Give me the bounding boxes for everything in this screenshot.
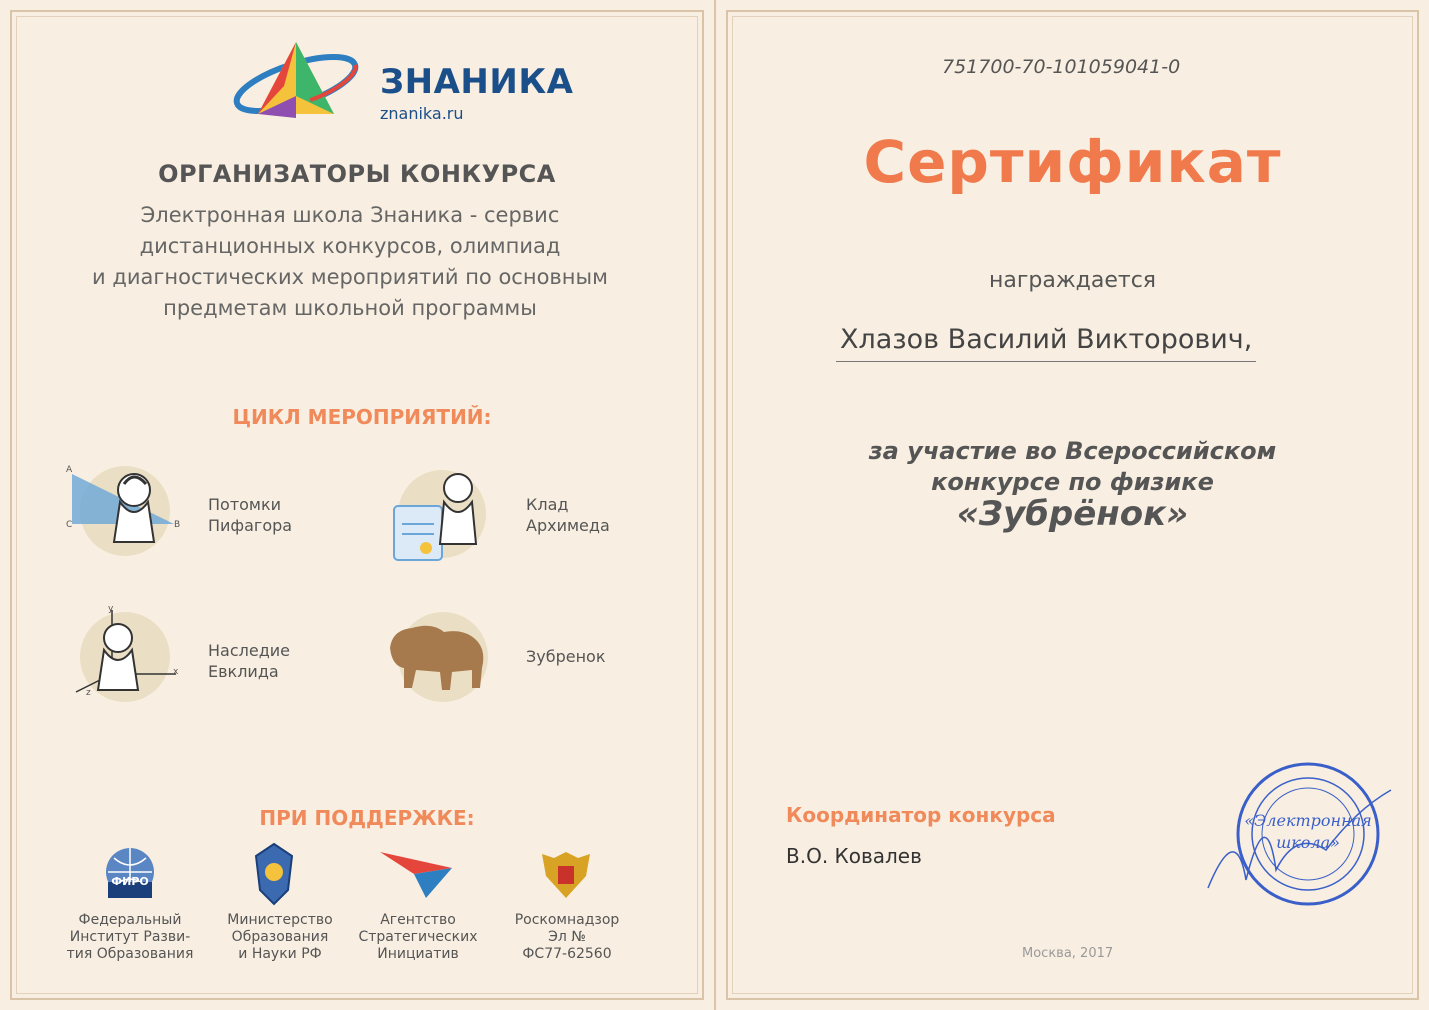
right-page: [716, 0, 1429, 1010]
event-label-line: Архимеда: [526, 516, 610, 535]
description-line: предметам школьной программы: [163, 296, 537, 320]
certificate-serial: 751700-70-101059041-0: [942, 56, 1181, 78]
organizers-heading: ОРГАНИЗАТОРЫ КОНКУРСА: [158, 160, 556, 188]
supporter-label-ministry: [200, 912, 360, 963]
event-label-bison: Зубренок: [526, 647, 606, 666]
stamp-line: школа»: [1276, 833, 1340, 852]
bison-icon: [382, 618, 492, 698]
cycle-heading: ЦИКЛ МЕРОПРИЯТИЙ:: [232, 405, 492, 429]
organizers-description: [0, 200, 700, 324]
supporter-label-line: Роскомнадзор: [514, 912, 620, 928]
stamp-line: «Электронная: [1244, 811, 1372, 830]
event-label-line: Наследие: [208, 641, 291, 660]
city-year: Москва, 2017: [1022, 946, 1114, 961]
description-line: и диагностических мероприятий по основным: [92, 265, 608, 289]
recipient-name: [836, 324, 1256, 355]
supporter-label-line: Инициатив: [377, 946, 459, 962]
supporter-label-line: Министерство: [227, 912, 333, 928]
supporter-label-firo: [50, 912, 210, 963]
axis-label: x: [173, 667, 179, 677]
brand-url: znanika.ru: [380, 104, 464, 123]
coordinator-name: В.О. Ковалев: [786, 844, 922, 868]
description-line: Электронная школа Знаника - сервис: [140, 203, 560, 227]
asi-logo-icon: [378, 846, 454, 902]
supporter-label-line: Агентство: [380, 912, 456, 928]
supporter-label-line: тия Образования: [66, 946, 194, 962]
roskomnadzor-emblem-icon: [538, 846, 594, 902]
supporter-label-roskomnadzor: [487, 912, 647, 963]
supporter-label-line: Стратегических: [358, 929, 478, 945]
supporter-label-line: и Науки РФ: [238, 946, 322, 962]
event-label-pythagoras: [208, 494, 292, 536]
firo-badge-text: ФИРО: [111, 875, 149, 888]
axis-label: C: [66, 520, 73, 530]
participation-line: конкурсе по физике: [931, 468, 1214, 496]
firo-logo-icon: [98, 842, 162, 906]
axis-label: A: [66, 465, 73, 475]
event-label-archimedes: [526, 494, 610, 536]
participation-text: [716, 436, 1429, 498]
brand-name: ЗНАНИКА: [380, 62, 574, 102]
supporter-label-line: Федеральный: [78, 912, 182, 928]
supporter-label-line: Образования: [231, 929, 329, 945]
pythagoras-icon: [62, 462, 192, 562]
description-line: дистанционных конкурсов, олимпиад: [139, 234, 561, 258]
supporter-label-asi: [338, 912, 498, 963]
awarded-text: награждается: [988, 268, 1157, 293]
ministry-emblem-icon: [252, 842, 296, 908]
event-label-euclid: [208, 640, 290, 682]
znanika-logo-icon: [226, 36, 366, 126]
axis-label: B: [174, 520, 181, 530]
participation-line: за участие во Всероссийском: [868, 437, 1277, 465]
axis-label: y: [108, 604, 114, 614]
event-label-line: Клад: [526, 495, 569, 514]
coordinator-label: Координатор конкурса: [786, 803, 1056, 827]
left-page: [0, 0, 714, 1010]
supporter-label-line: Институт Разви-: [69, 929, 191, 945]
axis-label: z: [86, 688, 91, 698]
stamp-text: [1236, 810, 1380, 854]
supporter-label-line: ФС77-62560: [522, 946, 612, 962]
recipient-name-text: Хлазов Василий Викторович,: [836, 324, 1256, 362]
supporter-label-line: Эл №: [548, 929, 586, 945]
archimedes-icon: [386, 466, 496, 566]
euclid-icon: [66, 604, 186, 704]
event-label-line: Евклида: [208, 662, 279, 681]
certificate-title: Сертификат: [863, 128, 1282, 196]
event-label-line: Потомки: [208, 495, 282, 514]
contest-name: «Зубрёнок»: [956, 494, 1189, 534]
support-heading: ПРИ ПОДДЕРЖКЕ:: [259, 806, 475, 830]
event-label-line: Пифагора: [208, 516, 293, 535]
